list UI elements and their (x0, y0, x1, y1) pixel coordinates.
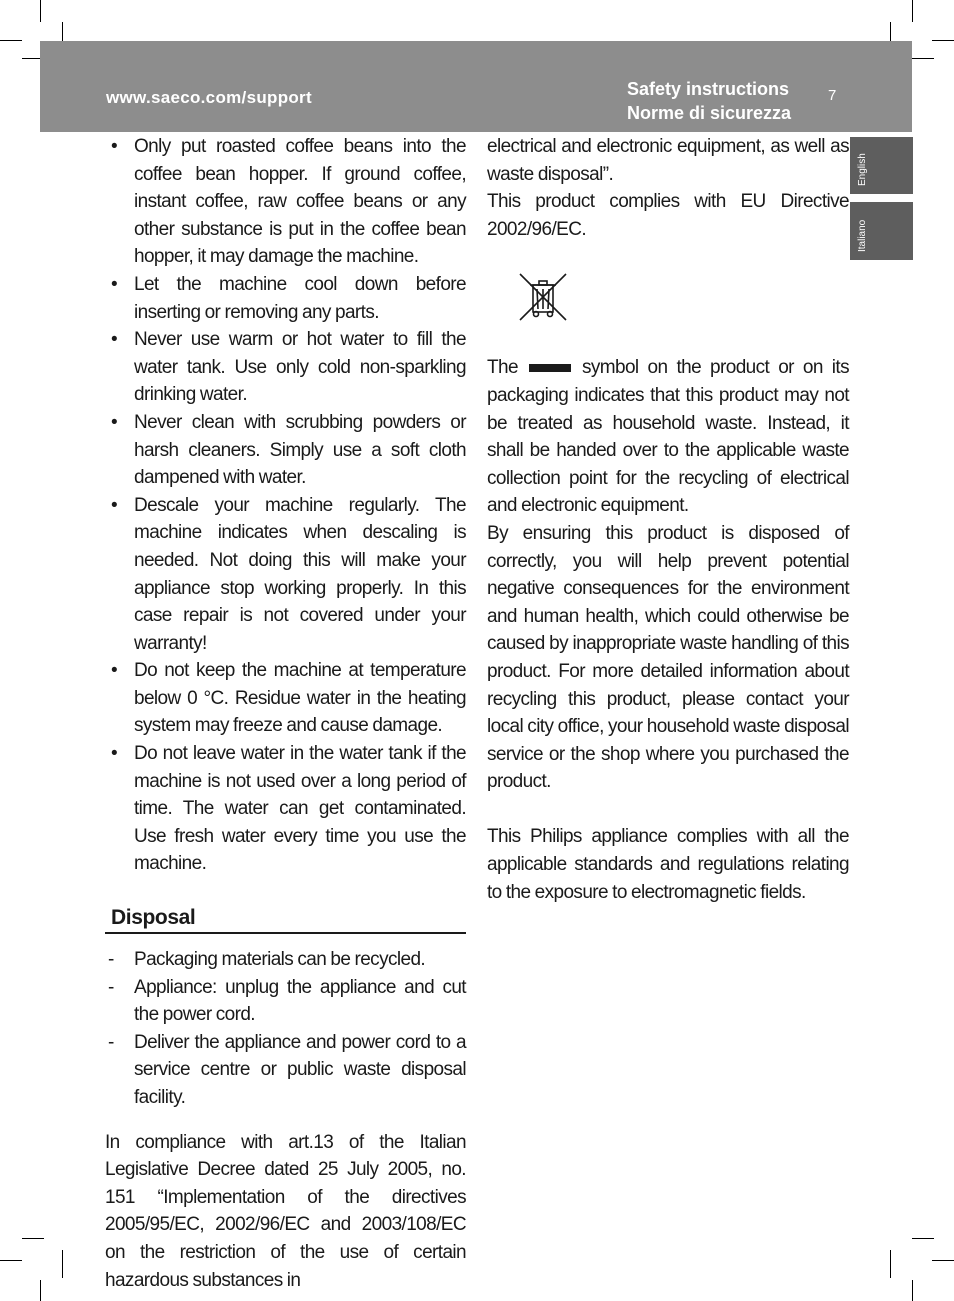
weee-symbol-area (487, 271, 849, 354)
crop-mark (0, 40, 22, 41)
page-number: 7 (828, 87, 837, 104)
list-item: - Deliver the appliance and power cord to a service centre or public waste disposal facility. (108, 1031, 466, 1108)
tab-english[interactable] (850, 137, 913, 194)
list-item: • Only put roasted coffee beans into the coffee bean hopper. If ground coffee, instant coffee, raw coffee beans or any other substance is put in the coffee bean hopper, it may damage the machine. (111, 136, 466, 268)
symbol-text: symbol on the product or on its packaging indicates that this product may not be treated as household waste. Instead, it shall be handed over to the applicable waste collection point for the recycling of electrical and electronic equipment. (487, 357, 850, 517)
crop-mark (40, 1280, 41, 1301)
crop-mark (912, 1238, 934, 1239)
list-item-text: Deliver the appliance and power cord to a service centre or public waste disposal facility. (134, 1031, 466, 1108)
symbol-prefix: The (487, 357, 518, 379)
list-item-text: Never clean with scrubbing powders or harsh cleaners. Simply use a soft cloth dampened with water. (134, 411, 466, 489)
list-item: • Descale your machine regularly. The machine indicates when descaling is needed. Not doing this will make your appliance stop working properly. In this case repair is not covered under your warranty! (111, 494, 466, 654)
disposal-list (105, 946, 466, 1112)
crop-mark (912, 1280, 913, 1301)
safety-list (105, 133, 466, 878)
list-item: • Let the machine cool down before inserting or removing any parts. (111, 273, 466, 323)
crop-mark (932, 40, 954, 41)
section-titles (627, 77, 791, 125)
right-column (487, 133, 849, 906)
list-item-text: Do not keep the machine at temperature below 0 °C. Residue water in the heating system may freeze and cause damage. (134, 660, 466, 737)
tab-italiano-label: Italiano (857, 219, 868, 252)
list-item-text: Never use warm or hot water to fill the water tank. Use only cold non-sparkling drinking water. (134, 329, 466, 406)
compliance-paragraph: In compliance with art.13 of the Italian Legislative Decree dated 25 July 2005, no. 151 “Implementation of the directives 2005/95/EC, 2002/96/EC and 2003/108/EC on the restriction of the use of certain hazardous substances in (105, 1131, 466, 1291)
list-item: • Do not keep the machine at temperature below 0 °C. Residue water in the heating system may freeze and cause damage. (111, 660, 466, 737)
list-item: • Do not leave water in the water tank if the machine is not used over a long period of time. The water can get contaminated. Use fresh water every time you use the machine. (111, 743, 466, 875)
disposal-paragraph: By ensuring this product is disposed of correctly, you will help prevent potential negative consequences for the environment and human health, which could otherwise be caused by inappropriate waste handling of this product. For more detailed information about recycling this product, please contact your local city office, your household waste disposal service or the shop where you purchased the product. (487, 522, 849, 793)
tab-italiano[interactable] (850, 202, 913, 260)
crossed-out-wheelie-bin-icon (517, 271, 569, 323)
black-bar-icon (529, 364, 571, 372)
symbol-paragraph (487, 354, 849, 520)
crop-mark (912, 58, 934, 59)
list-item: - Packaging materials can be recycled. (108, 949, 426, 971)
list-item-text: Let the machine cool down before inserting or removing any parts. (134, 273, 466, 323)
tab-english-label: English (857, 153, 868, 186)
list-item-text: Do not leave water in the water tank if the machine is not used over a long period of time. The water can get contaminated. Use fresh water every time you use the machine. (134, 743, 466, 875)
crop-mark (22, 1238, 44, 1239)
list-item-text: Packaging materials can be recycled. (134, 949, 426, 971)
list-item-text: Appliance: unplug the appliance and cut the power cord. (134, 976, 466, 1026)
disposal-heading: Disposal (105, 904, 466, 934)
crop-mark (40, 0, 41, 22)
compliance-paragraph-end: electrical and electronic equipment, as well as waste disposal”. (487, 136, 849, 185)
crop-mark (62, 1250, 63, 1278)
support-url[interactable]: www.saeco.com/support (106, 88, 312, 107)
list-item: • Never use warm or hot water to fill the water tank. Use only cold non-sparkling drinking water. (111, 329, 466, 406)
title-italian: Norme di sicurezza (627, 103, 792, 123)
list-item: - Appliance: unplug the appliance and cut the power cord. (108, 976, 466, 1026)
list-item-text: Descale your machine regularly. The machine indicates when descaling is needed. Not doing this will make your appliance stop working properly. In this case repair is not covered under your warranty! (134, 494, 466, 654)
list-item: • Never clean with scrubbing powders or harsh cleaners. Simply use a soft cloth dampened with water. (111, 411, 466, 489)
title-english: Safety instructions (627, 79, 790, 99)
crop-mark (932, 1260, 954, 1261)
list-item-text: Only put roasted coffee beans into the coffee bean hopper. If ground coffee, instant coffee, raw coffee beans or any other substance is put in the coffee bean hopper, it may damage the machine. (134, 136, 466, 268)
left-column (105, 133, 466, 1294)
crop-mark (912, 0, 913, 22)
crop-mark (890, 1250, 891, 1278)
emf-paragraph: This Philips appliance complies with all the applicable standards and regulations relating to the exposure to electromagnetic fields. (487, 826, 849, 903)
directive-paragraph: This product complies with EU Directive 2002/96/EC. (487, 191, 849, 240)
crop-mark (0, 1260, 22, 1261)
page-header (40, 41, 912, 132)
